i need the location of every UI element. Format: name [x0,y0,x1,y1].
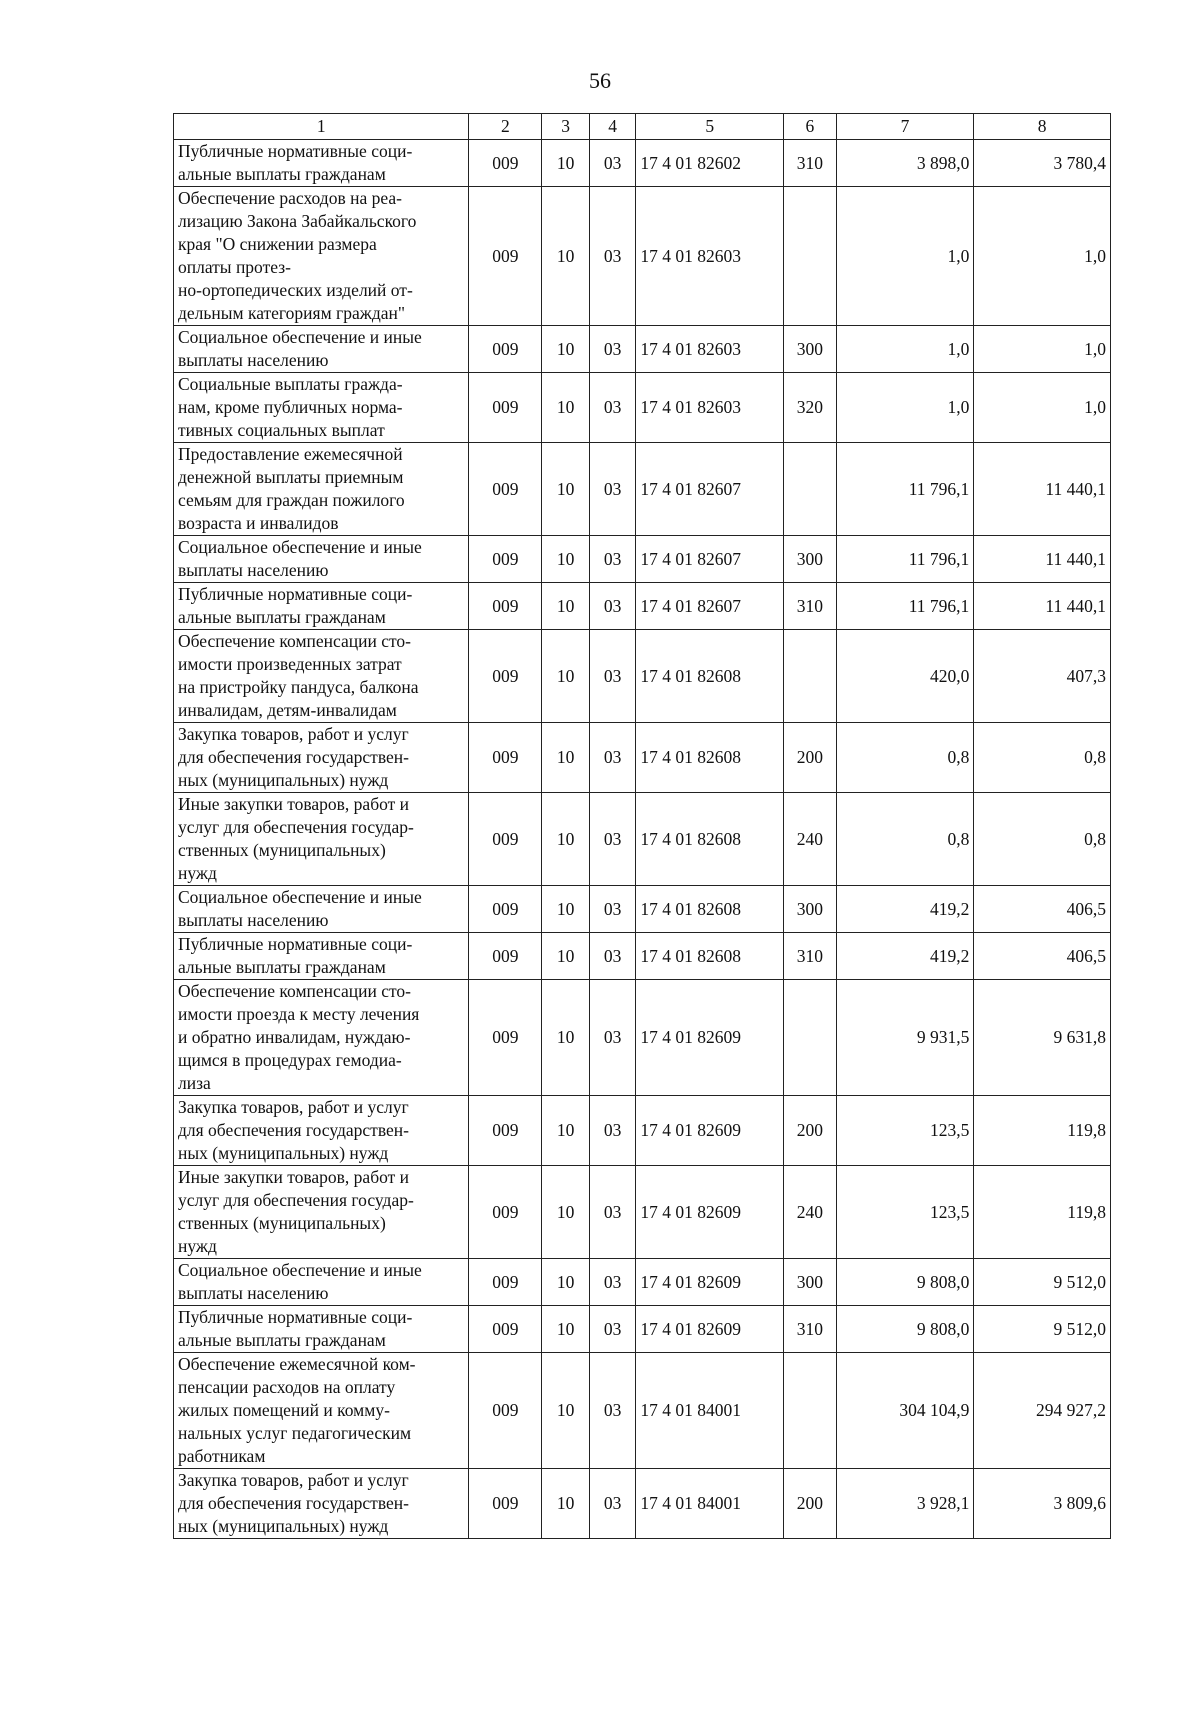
row-description: Публичные нормативные соци- альные выплаты гражданам [174,1306,469,1353]
row-admin-code: 009 [469,187,542,326]
row-subsection: 03 [589,1259,636,1306]
row-subsection: 03 [589,140,636,187]
row-expense-type: 310 [784,140,837,187]
row-target-article: 17 4 01 82607 [636,443,784,536]
row-admin-code: 009 [469,1469,542,1539]
row-description: Публичные нормативные соци- альные выплаты гражданам [174,583,469,630]
row-amount-year-2: 406,5 [974,886,1111,933]
row-amount-year-2: 294 927,2 [974,1353,1111,1469]
page-number: 56 [589,68,611,93]
row-target-article: 17 4 01 82609 [636,980,784,1096]
row-description: Обеспечение ежемесячной ком- пенсации расходов на оплату жилых помещений и комму- нальных услуг педагогическим работникам [174,1353,469,1469]
row-expense-type: 320 [784,373,837,443]
row-subsection: 03 [589,1306,636,1353]
table-row [174,1306,1111,1353]
row-subsection: 03 [589,630,636,723]
row-subsection: 03 [589,886,636,933]
row-description: Обеспечение компенсации сто- имости произведенных затрат на пристройку пандуса, балкона инвалидам, детям-инвалидам [174,630,469,723]
row-target-article: 17 4 01 82607 [636,536,784,583]
row-subsection: 03 [589,1353,636,1469]
table-row [174,187,1111,326]
row-description: Публичные нормативные соци- альные выплаты гражданам [174,140,469,187]
row-amount-year-2: 0,8 [974,723,1111,793]
row-target-article: 17 4 01 82603 [636,373,784,443]
header-col-4: 4 [589,114,636,140]
row-amount-year-2: 406,5 [974,933,1111,980]
table-row [174,886,1111,933]
row-amount-year-2: 11 440,1 [974,536,1111,583]
row-section: 10 [542,1306,590,1353]
row-section: 10 [542,793,590,886]
row-section: 10 [542,1469,590,1539]
row-amount-year-2: 1,0 [974,326,1111,373]
row-expense-type: 300 [784,326,837,373]
row-amount-year-1: 11 796,1 [836,443,974,536]
row-section: 10 [542,583,590,630]
row-subsection: 03 [589,933,636,980]
row-expense-type [784,1353,837,1469]
row-section: 10 [542,373,590,443]
row-target-article: 17 4 01 82608 [636,630,784,723]
row-amount-year-1: 0,8 [836,793,974,886]
row-description: Иные закупки товаров, работ и услуг для обеспечения государ- ственных (муниципальных) нужд [174,793,469,886]
row-admin-code: 009 [469,630,542,723]
row-subsection: 03 [589,443,636,536]
table-row [174,536,1111,583]
row-amount-year-1: 419,2 [836,933,974,980]
row-amount-year-1: 1,0 [836,187,974,326]
row-subsection: 03 [589,1166,636,1259]
row-amount-year-2: 9 512,0 [974,1259,1111,1306]
row-subsection: 03 [589,187,636,326]
row-amount-year-2: 3 809,6 [974,1469,1111,1539]
row-amount-year-2: 3 780,4 [974,140,1111,187]
row-expense-type: 200 [784,1096,837,1166]
row-target-article: 17 4 01 82609 [636,1259,784,1306]
row-amount-year-1: 419,2 [836,886,974,933]
row-subsection: 03 [589,583,636,630]
row-amount-year-1: 1,0 [836,373,974,443]
row-description: Закупка товаров, работ и услуг для обеспечения государствен- ных (муниципальных) нужд [174,723,469,793]
header-col-7: 7 [836,114,974,140]
table-row [174,583,1111,630]
row-amount-year-1: 0,8 [836,723,974,793]
row-amount-year-1: 1,0 [836,326,974,373]
row-target-article: 17 4 01 82608 [636,886,784,933]
row-admin-code: 009 [469,443,542,536]
row-admin-code: 009 [469,886,542,933]
row-expense-type: 310 [784,1306,837,1353]
table-row [174,933,1111,980]
row-target-article: 17 4 01 82609 [636,1096,784,1166]
row-admin-code: 009 [469,793,542,886]
row-amount-year-2: 119,8 [974,1166,1111,1259]
row-section: 10 [542,536,590,583]
table-row [174,793,1111,886]
header-col-1: 1 [174,114,469,140]
row-section: 10 [542,326,590,373]
row-target-article: 17 4 01 82609 [636,1306,784,1353]
row-admin-code: 009 [469,980,542,1096]
row-section: 10 [542,1353,590,1469]
row-section: 10 [542,886,590,933]
row-description: Социальное обеспечение и иные выплаты населению [174,536,469,583]
row-description: Предоставление ежемесячной денежной выплаты приемным семьям для граждан пожилого возраста и инвалидов [174,443,469,536]
row-target-article: 17 4 01 84001 [636,1353,784,1469]
table-row [174,980,1111,1096]
row-expense-type: 300 [784,1259,837,1306]
row-amount-year-2: 11 440,1 [974,443,1111,536]
row-subsection: 03 [589,723,636,793]
row-description: Закупка товаров, работ и услуг для обеспечения государствен- ных (муниципальных) нужд [174,1469,469,1539]
row-subsection: 03 [589,373,636,443]
row-description: Социальное обеспечение и иные выплаты населению [174,326,469,373]
row-amount-year-1: 304 104,9 [836,1353,974,1469]
row-target-article: 17 4 01 84001 [636,1469,784,1539]
row-section: 10 [542,933,590,980]
row-admin-code: 009 [469,1259,542,1306]
table-header [174,114,1111,140]
row-subsection: 03 [589,980,636,1096]
table-row [174,326,1111,373]
row-description: Закупка товаров, работ и услуг для обеспечения государствен- ных (муниципальных) нужд [174,1096,469,1166]
row-expense-type [784,980,837,1096]
row-amount-year-1: 3 898,0 [836,140,974,187]
header-col-8: 8 [974,114,1111,140]
row-target-article: 17 4 01 82602 [636,140,784,187]
table-row [174,1166,1111,1259]
table-body [174,140,1111,1539]
header-col-5: 5 [636,114,784,140]
row-description: Социальное обеспечение и иные выплаты населению [174,1259,469,1306]
row-expense-type: 300 [784,536,837,583]
table-row [174,630,1111,723]
row-amount-year-2: 11 440,1 [974,583,1111,630]
row-section: 10 [542,980,590,1096]
row-section: 10 [542,1166,590,1259]
header-col-2: 2 [469,114,542,140]
row-expense-type: 300 [784,886,837,933]
row-admin-code: 009 [469,1166,542,1259]
row-target-article: 17 4 01 82603 [636,326,784,373]
table-row [174,1353,1111,1469]
row-admin-code: 009 [469,583,542,630]
row-section: 10 [542,1259,590,1306]
budget-table [173,113,1111,1539]
row-amount-year-1: 123,5 [836,1096,974,1166]
row-amount-year-2: 9 512,0 [974,1306,1111,1353]
row-amount-year-2: 9 631,8 [974,980,1111,1096]
row-admin-code: 009 [469,723,542,793]
row-description: Социальное обеспечение и иные выплаты населению [174,886,469,933]
row-expense-type: 200 [784,1469,837,1539]
row-admin-code: 009 [469,373,542,443]
row-admin-code: 009 [469,1353,542,1469]
row-amount-year-1: 11 796,1 [836,583,974,630]
row-amount-year-2: 407,3 [974,630,1111,723]
row-amount-year-1: 11 796,1 [836,536,974,583]
row-description: Иные закупки товаров, работ и услуг для обеспечения государ- ственных (муниципальных) нужд [174,1166,469,1259]
row-description: Обеспечение расходов на реа- лизацию Закона Забайкальского края "О снижении размера оплаты протез- но-ортопедических изделий от- дельным категориям граждан" [174,187,469,326]
row-target-article: 17 4 01 82608 [636,933,784,980]
row-target-article: 17 4 01 82603 [636,187,784,326]
row-amount-year-2: 1,0 [974,187,1111,326]
row-expense-type: 200 [784,723,837,793]
row-description: Обеспечение компенсации сто- имости проезда к месту лечения и обратно инвалидам, нуждаю- щимся в процедурах гемодиа- лиза [174,980,469,1096]
table-row [174,1259,1111,1306]
row-expense-type: 310 [784,583,837,630]
header-row [174,114,1111,140]
table-row [174,443,1111,536]
row-admin-code: 009 [469,933,542,980]
header-col-3: 3 [542,114,590,140]
row-admin-code: 009 [469,536,542,583]
row-amount-year-1: 9 931,5 [836,980,974,1096]
row-section: 10 [542,140,590,187]
row-amount-year-1: 9 808,0 [836,1259,974,1306]
table-row [174,140,1111,187]
row-amount-year-2: 1,0 [974,373,1111,443]
row-amount-year-1: 420,0 [836,630,974,723]
header-col-6: 6 [784,114,837,140]
row-subsection: 03 [589,793,636,886]
row-subsection: 03 [589,1096,636,1166]
row-target-article: 17 4 01 82607 [636,583,784,630]
row-description: Социальные выплаты гражда- нам, кроме публичных норма- тивных социальных выплат [174,373,469,443]
row-target-article: 17 4 01 82608 [636,793,784,886]
row-expense-type: 240 [784,1166,837,1259]
row-section: 10 [542,723,590,793]
row-section: 10 [542,1096,590,1166]
row-admin-code: 009 [469,1306,542,1353]
row-amount-year-2: 0,8 [974,793,1111,886]
row-expense-type [784,187,837,326]
row-admin-code: 009 [469,140,542,187]
row-target-article: 17 4 01 82608 [636,723,784,793]
row-target-article: 17 4 01 82609 [636,1166,784,1259]
row-section: 10 [542,630,590,723]
row-subsection: 03 [589,536,636,583]
table-row [174,1469,1111,1539]
row-amount-year-1: 3 928,1 [836,1469,974,1539]
row-expense-type [784,443,837,536]
row-expense-type: 240 [784,793,837,886]
table-row [174,373,1111,443]
row-amount-year-2: 119,8 [974,1096,1111,1166]
row-amount-year-1: 123,5 [836,1166,974,1259]
table-row [174,723,1111,793]
row-subsection: 03 [589,1469,636,1539]
row-amount-year-1: 9 808,0 [836,1306,974,1353]
row-subsection: 03 [589,326,636,373]
row-expense-type [784,630,837,723]
row-section: 10 [542,443,590,536]
row-admin-code: 009 [469,326,542,373]
row-expense-type: 310 [784,933,837,980]
table-row [174,1096,1111,1166]
row-admin-code: 009 [469,1096,542,1166]
row-description: Публичные нормативные соци- альные выплаты гражданам [174,933,469,980]
row-section: 10 [542,187,590,326]
